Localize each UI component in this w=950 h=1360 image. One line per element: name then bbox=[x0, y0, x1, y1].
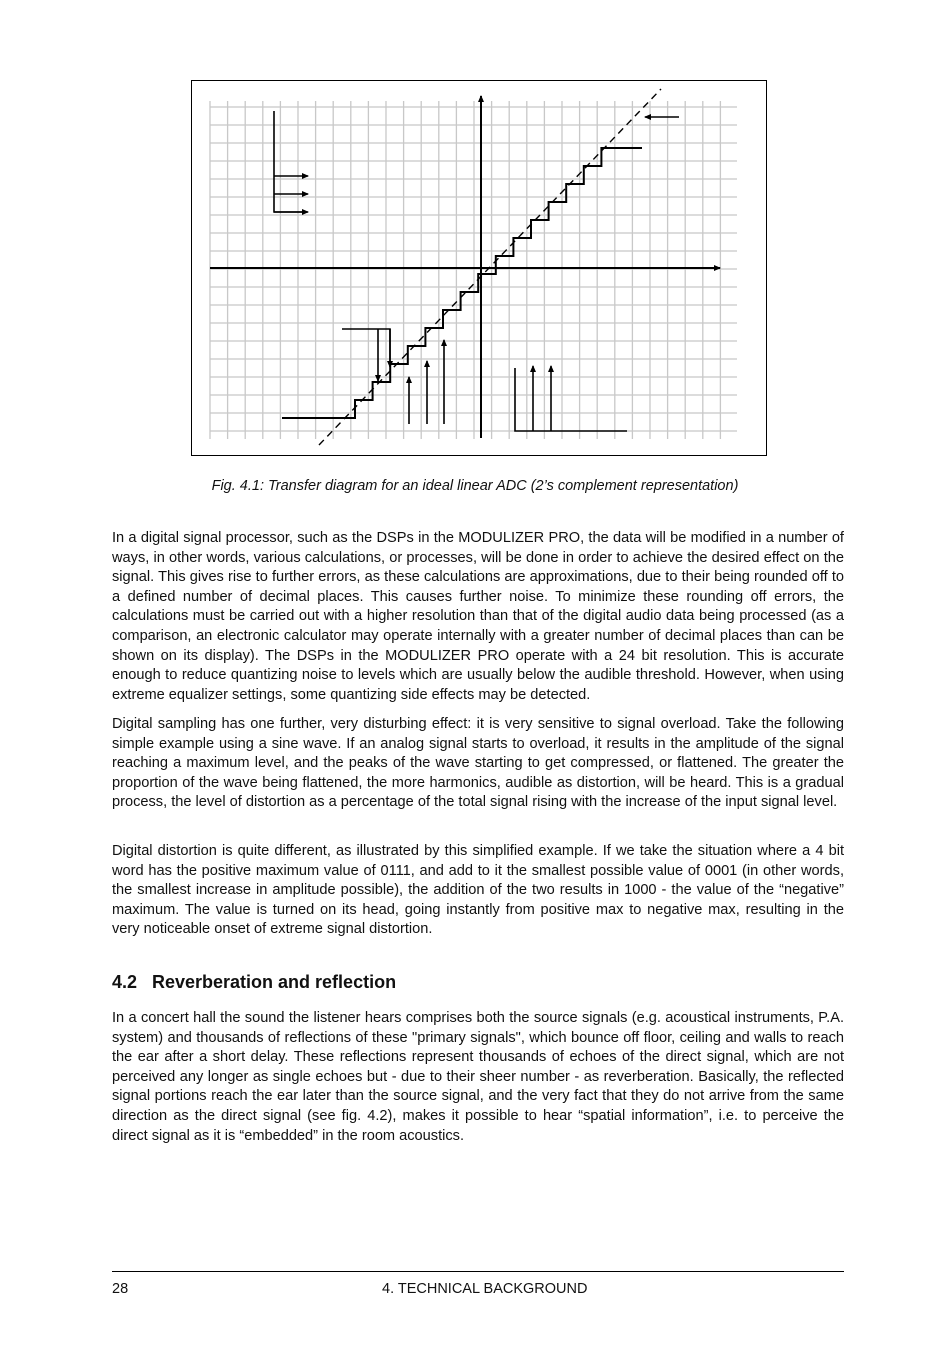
section-heading bbox=[112, 972, 396, 993]
background-grid bbox=[210, 101, 737, 439]
paragraph-digital-distortion: Digital distortion is quite different, as illustrated by this simplified example. If we take the situation where a 4 bit word has the positive maximum value of 0111, and add to it the smallest possible value of 0001 (in other words, the smallest increase in amplitude possible), the addition of the two results in 1000 - the value of the “negative” maximum. The value is turned on its head, going instantly from positive max to negative max, resulting in the very noticeable onset of extreme signal distortion. bbox=[112, 843, 844, 938]
section-number: 4.2 bbox=[112, 972, 138, 992]
annotation-markers bbox=[274, 111, 679, 431]
footer-divider bbox=[112, 1271, 844, 1272]
figure-caption: Fig. 4.1: Transfer diagram for an ideal linear ADC (2’s complement representation) bbox=[211, 478, 739, 494]
paragraph-signal-overload: Digital sampling has one further, very disturbing effect: it is very sensitive to signal overload. Take the following simple example using a sine wave. If an analog signal starts to overload, it results in the amplitude of the signal reaching a maximum level, and the peaks of the wave starting to get compressed, or flattened. The greater the proportion of the wave being flattened, the more harmonics, audible as distortion, will be heard. This is a gradual process, the level of distortion as a percentage of the total signal rising with the increase of the input signal level. bbox=[112, 716, 844, 811]
paragraph-reverberation: In a concert hall the sound the listener hears comprises both the source signals (e.g. acoustical instruments, P.A. system) and thousands of reflections of these "primary signals", which bounce off floor, ceiling and walls to reach the ear after a short delay. These reflections represent thousands of echoes of the direct signal, which are not perceived any longer as single echoes but - due to their sheer number - as reverberation. Basically, the reflected signal portions reach the ear later than the source signal, and the very fact that they do not arrive from the same direction as the direct signal (see fig. 4.2), makes it possible to hear “spatial information”, i.e. to perceive the direct signal as it is “embedded” in the room acoustics. bbox=[112, 1010, 844, 1144]
interval-bracket bbox=[342, 329, 390, 363]
page-number: 28 bbox=[112, 1281, 129, 1297]
paragraph-dsp-processing: In a digital signal processor, such as the DSPs in the MODULIZER PRO, the data will be modified in a number of ways, in other words, various calculations, or processes, will be done in order to achieve the desired effect on the signal. This gives rise to further errors, as these calculations are approximations, due to their being rounded off to a defined number of decimal places. This causes further noise. To minimize these rounding off errors, the calculations must be carried out with a higher resolution than that of the digital audio data being processed (as a comparison, an electronic calculator may operate internally with a greater number of decimal places than can be shown on its display). The DSPs in the MODULIZER PRO operate with a 24 bit resolution. This is accurate enough to reduce quantizing noise to levels which are usually below the audible threshold. However, when using extreme equalizer settings, some quantizing side effects may be detected. bbox=[112, 530, 844, 703]
chapter-title: 4. TECHNICAL BACKGROUND bbox=[382, 1281, 588, 1297]
transfer-diagram-drawing bbox=[192, 81, 768, 457]
section-title: Reverberation and reflection bbox=[152, 972, 397, 992]
adc-transfer-diagram bbox=[191, 80, 767, 456]
axes bbox=[210, 96, 720, 438]
